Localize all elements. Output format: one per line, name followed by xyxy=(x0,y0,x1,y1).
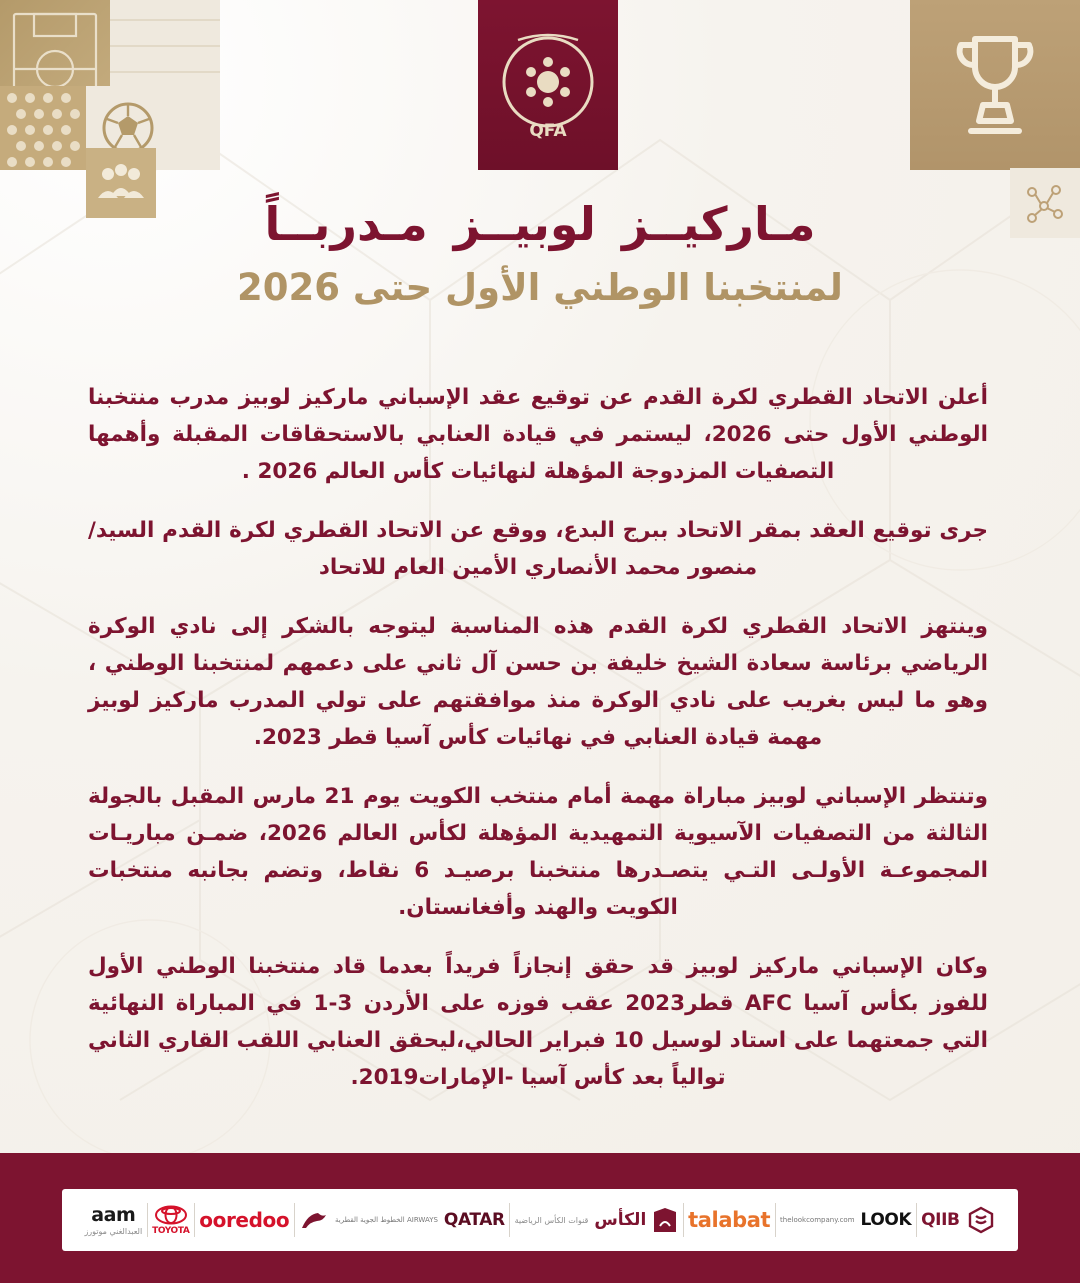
sponsor-label: ooredoo xyxy=(199,1208,290,1232)
sponsor-label: TOYOTA xyxy=(152,1225,190,1236)
sponsor-bar xyxy=(62,1189,1018,1251)
qfa-logo-tile xyxy=(478,0,618,170)
headline-block xyxy=(0,196,1080,312)
sponsor-toyota[interactable] xyxy=(148,1197,194,1243)
svg-text:QFA: QFA xyxy=(529,121,567,141)
sponsor-ooredoo[interactable] xyxy=(195,1197,294,1243)
sponsor-label: QATAR xyxy=(443,1210,505,1230)
sponsor-label: aam xyxy=(91,1204,136,1226)
oryx-icon xyxy=(299,1209,329,1231)
mosaic-tile xyxy=(0,86,86,170)
top-banner-strip xyxy=(0,0,1080,170)
sponsor-divider xyxy=(683,1203,684,1237)
sponsor-divider xyxy=(194,1203,195,1237)
sponsor-label: الكأس xyxy=(594,1210,647,1230)
headline-main: مـاركيــز لوبيــز مـدربــاً xyxy=(264,197,816,251)
paragraph-4: وتنتظر الإسباني لوبيز مباراة مهمة أمام منتخب الكويت يوم 21 مارس المقبل بالجولة الثالثة من التصفيات الآسيوية التمهيدية المؤهلة لكأس العالم 2026، ضمـن مباريـات المجموعـة الأولـى التـي يتصـدرها منتخبنا برصيـد 6 نقاط، وتضم بجانبه منتخبات الكويت والهند وأفغانستان. xyxy=(88,783,988,920)
sponsor-look[interactable] xyxy=(776,1197,916,1243)
alkass-icon xyxy=(652,1206,678,1234)
paragraph-2: جرى توقيع العقد بمقر الاتحاد ببرج البدع، ووقع عن الاتحاد القطري لكرة القدم السيد/منصور محمد الأنصاري الأمين العام للاتحاد xyxy=(88,517,988,580)
sponsor-sublabel: العبدالغني موتورز xyxy=(84,1227,143,1236)
sponsor-label: QIIB xyxy=(921,1210,960,1230)
sponsor-qatar-airways[interactable] xyxy=(295,1197,510,1243)
sponsor-divider xyxy=(147,1203,148,1237)
toyota-icon xyxy=(154,1205,188,1225)
sponsor-talabat[interactable] xyxy=(684,1197,775,1243)
trophy-tile xyxy=(910,0,1080,170)
sponsor-divider xyxy=(294,1203,295,1237)
paragraph-1: أعلن الاتحاد القطري لكرة القدم عن توقيع عقد الإسباني ماركيز لوبيز مدرب منتخبنا الوطني الأول حتى 2026، ليستمر في قيادة العنابي بالاستحقاقات المقبلة وأهمها التصفيات المزدوجة المؤهلة لنهائيات كأس العالم 2026 . xyxy=(88,385,988,484)
sponsor-label: LOOK xyxy=(860,1210,912,1230)
qiib-icon xyxy=(966,1205,996,1235)
headline-sub: لمنتخبنا الوطني الأول حتى 2026 xyxy=(237,265,843,309)
sponsor-sublabel: AIRWAYS الخطوط الجوية القطرية xyxy=(335,1216,438,1224)
paragraph-5: وكان الإسباني ماركيز لوبيز قد حقق إنجازاً فريداً بعدما قاد منتخبنا الوطني الأول للفوز بكأس آسيا AFC قطر2023 عقب فوزه على الأردن 3-1 في المباراة النهائية التي جمعتهما على استاد لوسيل 10 فبراير الحالي،ليحقق العنابي اللقب القاري الثاني توالياً بعد كأس آسيا -الإمارات2019. xyxy=(88,953,988,1090)
paragraph-3: وينتهز الاتحاد القطري لكرة القدم هذه المناسبة ليتوجه بالشكر إلى نادي الوكرة الرياضي برئاسة سعادة الشيخ خليفة بن حسن آل ثاني على دعمهم لمنتخبنا الوطني ، وهو ما ليس بغريب على نادي الوكرة منذ موافقتهم على تولي المدرب ماركيز لوبيز مهمة قيادة العنابي في نهائيات كأس آسيا قطر 2023. xyxy=(88,613,988,750)
sponsor-qiib[interactable] xyxy=(917,1197,1000,1243)
sponsor-alkass[interactable] xyxy=(510,1197,683,1243)
article-body xyxy=(88,380,988,1118)
sponsor-al-abdulghani-motors[interactable] xyxy=(80,1197,147,1243)
sponsor-sublabel: قنوات الكأس الرياضية xyxy=(514,1215,589,1225)
sponsor-label: talabat xyxy=(688,1208,771,1232)
sponsor-sublabel: thelookcompany.com xyxy=(780,1216,855,1224)
sponsor-divider xyxy=(916,1203,917,1237)
sponsor-divider xyxy=(775,1203,776,1237)
sponsor-divider xyxy=(509,1203,510,1237)
